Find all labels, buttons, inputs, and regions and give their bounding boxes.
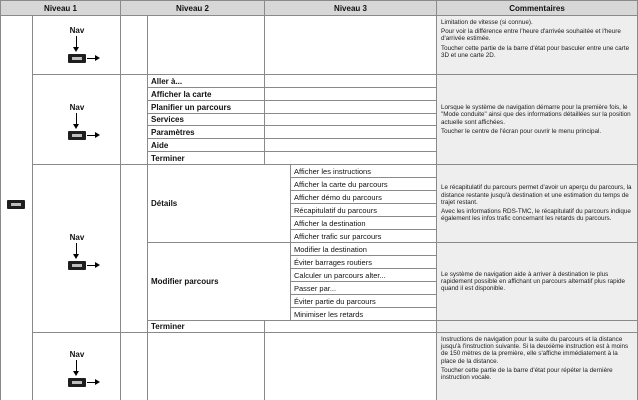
submenu-calculer-parcours-alter: Calculer un parcours alter... <box>291 269 437 282</box>
comment-text: Limitation de vitesse (si connue). <box>441 19 533 26</box>
row4-niveau2-empty <box>148 333 265 400</box>
arrow-down-icon <box>76 360 78 376</box>
comment-text: Avec les informations RDS-TMC, le récapitulatif du parcours indique également les infos trafic concernant les retards du parcours. <box>441 208 631 223</box>
comment-text: Instructions de navigation pour la suite du parcours et la distance jusqu'à l'instruction suivante. Si la deuxième instruction est à moins de 150 mètres de la première, elle s'affiche immédiatement à la place de la distance. <box>441 336 629 365</box>
row2-niveau3-empty <box>265 139 437 152</box>
row1-niveau3-empty <box>265 16 437 75</box>
submenu-modifier-destination: Modifier la destination <box>291 243 437 256</box>
row1-niveau2-empty <box>148 16 265 75</box>
row3-modifier-comments <box>437 243 638 321</box>
submenu-afficher-destination: Afficher la destination <box>291 217 437 230</box>
comment-text: Toucher cette partie de la barre d'état pour répéter la dernière instruction vocale. <box>441 366 613 382</box>
header-commentaires: Commentaires <box>437 0 638 16</box>
header-niveau2: Niveau 2 <box>121 0 265 16</box>
comment-text: Pour voir la différence entre l'heure d'arrivée souhaitée et l'heure d'arrivée estimée. <box>441 28 621 43</box>
header-niveau3: Niveau 3 <box>265 0 437 16</box>
arrow-down-icon <box>76 243 78 259</box>
submenu-afficher-trafic: Afficher trafic sur parcours <box>291 230 437 243</box>
row3-nav-diagram <box>66 233 112 291</box>
arrow-down-icon <box>76 113 78 129</box>
comment-text: Lorsque le système de navigation démarre pour la première fois, le "Mode conduite" ainsi que des informations détaillées sur la position actuelle sont affichées. <box>441 104 631 126</box>
menu-aller-a: Aller à... <box>148 75 265 88</box>
menu-terminer-2: Terminer <box>148 321 265 333</box>
header-niveau1: Niveau 1 <box>0 0 121 16</box>
comment-text: Le système de navigation aide à arriver à destination le plus rapidement possible en affichant un parcours alternatif plus rapide quand il est disponible. <box>441 270 626 293</box>
submenu-minimiser-retards: Minimiser les retards <box>291 308 437 321</box>
row4-spacer <box>121 333 148 400</box>
row3-spacer <box>121 165 148 333</box>
row2-niveau3-empty <box>265 152 437 165</box>
button-icon <box>68 378 86 387</box>
nav-label: Nav <box>69 103 85 112</box>
submenu-recapitulatif-parcours: Récapitulatif du parcours <box>291 204 437 217</box>
row3-details-comments <box>437 165 638 243</box>
comment-text: Le récapitulatif du parcours permet d'avoir un aperçu du parcours, la distance restante jusqu'à destination et une estimation du temps de trajet restant. <box>441 184 632 206</box>
submenu-afficher-instructions: Afficher les instructions <box>291 165 437 178</box>
arrow-right-icon <box>87 382 98 383</box>
arrow-right-icon <box>87 58 98 59</box>
submenu-afficher-carte-parcours: Afficher la carte du parcours <box>291 178 437 191</box>
comment-text: Toucher le centre de l'écran pour ouvrir le menu principal. <box>441 127 602 135</box>
button-icon <box>68 131 86 140</box>
row2-spacer <box>121 75 148 165</box>
row2-niveau3-empty <box>265 88 437 101</box>
button-icon <box>68 54 86 63</box>
row1-comments <box>437 16 638 75</box>
row1-spacer <box>121 16 148 75</box>
arrow-down-icon <box>76 36 78 52</box>
row3-comments-empty <box>437 321 638 333</box>
comment-text: Toucher cette partie de la barre d'état pour basculer entre une carte 3D et une carte 2D. <box>441 44 630 59</box>
submenu-eviter-barrages: Éviter barrages routiers <box>291 256 437 269</box>
arrow-right-icon <box>87 135 98 136</box>
nav-label: Nav <box>69 233 85 242</box>
row4-niveau3-empty <box>265 333 437 400</box>
row2-comments <box>437 75 638 165</box>
arrow-right-icon <box>87 265 98 266</box>
row4-nav-diagram <box>66 350 112 400</box>
menu-services: Services <box>148 114 265 126</box>
button-icon <box>7 200 25 209</box>
menu-terminer: Terminer <box>148 152 265 165</box>
menu-details: Détails <box>148 165 291 243</box>
row2-niveau3-empty <box>265 114 437 126</box>
row2-nav-diagram <box>66 103 112 161</box>
menu-planifier-parcours: Planifier un parcours <box>148 101 265 114</box>
button-icon <box>68 261 86 270</box>
row4-comments <box>437 333 638 400</box>
nav-label: Nav <box>69 26 85 35</box>
submenu-passer-par: Passer par... <box>291 282 437 295</box>
menu-aide: Aide <box>148 139 265 152</box>
row2-niveau3-empty <box>265 126 437 139</box>
row3-niveau3-empty <box>265 321 437 333</box>
row2-niveau3-empty <box>265 75 437 88</box>
submenu-afficher-demo-parcours: Afficher démo du parcours <box>291 191 437 204</box>
nav-label: Nav <box>69 350 85 359</box>
submenu-eviter-partie-parcours: Éviter partie du parcours <box>291 295 437 308</box>
row2-niveau3-empty <box>265 101 437 114</box>
menu-modifier-parcours: Modifier parcours <box>148 243 291 321</box>
menu-parametres: Paramètres <box>148 126 265 139</box>
menu-afficher-carte: Afficher la carte <box>148 88 265 101</box>
